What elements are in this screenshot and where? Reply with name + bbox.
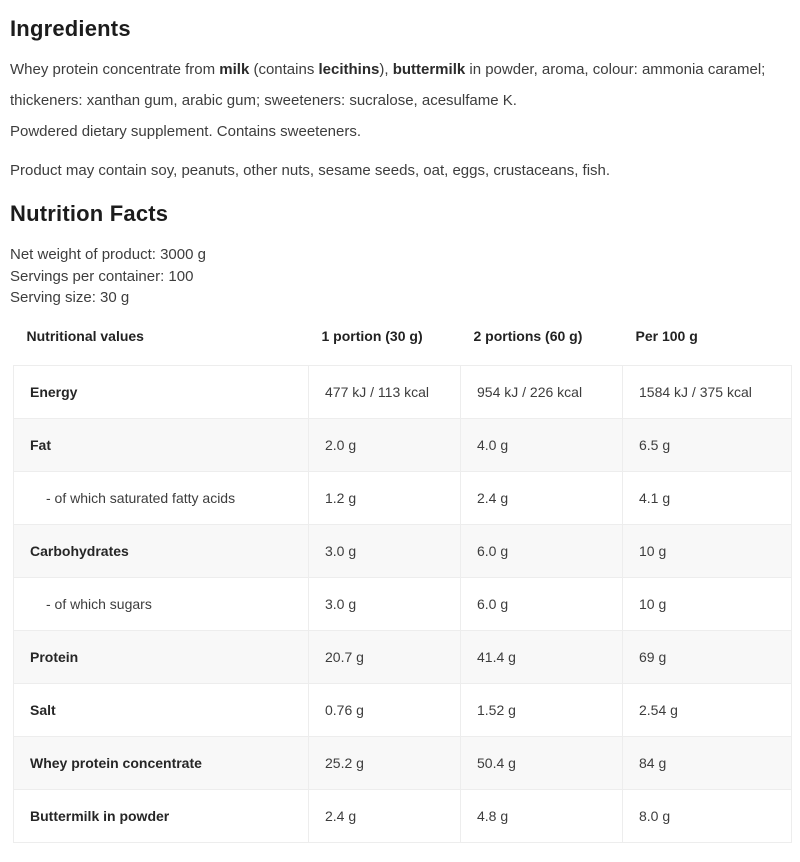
column-header-nutritional-values: Nutritional values: [26, 327, 144, 344]
ingredient-text: Whey protein concentrate from: [10, 61, 220, 78]
nutrient-label-cell: Energy: [14, 365, 309, 418]
ingredient-text: in powder, aroma, colour: ammonia caramel; thickeners: xanthan gum, arabic gum; sweeteners: sucralose, acesulfame K.: [10, 61, 766, 109]
nutrient-value-cell: 10 g: [623, 577, 792, 630]
page-root: [10, 14, 790, 843]
nutrient-value-cell: 8.0 g: [623, 789, 792, 842]
nutrient-value-cell: 69 g: [623, 630, 792, 683]
nutrient-label-cell: Protein: [14, 630, 309, 683]
table-row: [14, 683, 792, 736]
nutrient-value-cell: 3.0 g: [309, 577, 461, 630]
nutrient-value-cell: 2.4 g: [461, 471, 623, 524]
nutrient-value-cell: 2.4 g: [309, 789, 461, 842]
column-header-1-portion: 1 portion (30 g): [321, 327, 423, 344]
nutrient-value-cell: 6.0 g: [461, 524, 623, 577]
nutrient-value-cell: 41.4 g: [461, 630, 623, 683]
nutrition-table-body: [14, 365, 792, 842]
nutrient-value-cell: 6.5 g: [623, 418, 792, 471]
nutrition-section: [10, 199, 790, 843]
nutrient-value-cell: 1.2 g: [309, 471, 461, 524]
nutrient-label-cell: - of which saturated fatty acids: [14, 471, 309, 524]
nutrient-value-cell: 477 kJ / 113 kcal: [309, 365, 461, 418]
table-row: [14, 365, 792, 418]
net-weight-line: Net weight of product: 3000 g: [10, 246, 206, 263]
nutrient-value-cell: 4.0 g: [461, 418, 623, 471]
column-header-per-100g: Per 100 g: [635, 327, 698, 344]
nutrient-value-cell: 3.0 g: [309, 524, 461, 577]
nutrient-value-cell: 0.76 g: [309, 683, 461, 736]
ingredients-description: [10, 54, 788, 116]
table-row: [14, 471, 792, 524]
nutrient-value-cell: 1.52 g: [461, 683, 623, 736]
nutrient-value-cell: 4.1 g: [623, 471, 792, 524]
nutrient-value-cell: 4.8 g: [461, 789, 623, 842]
nutrient-value-cell: 1584 kJ / 375 kcal: [623, 365, 792, 418]
nutrient-label-cell: Fat: [14, 418, 309, 471]
nutrient-value-cell: 50.4 g: [461, 736, 623, 789]
supplement-note: Powdered dietary supplement. Contains sweeteners.: [10, 123, 362, 140]
nutrient-value-cell: 954 kJ / 226 kcal: [461, 365, 623, 418]
table-row: [14, 630, 792, 683]
nutrition-table-head: [14, 321, 792, 366]
servings-per-container-line: Servings per container: 100: [10, 267, 194, 285]
allergen-note: Product may contain soy, peanuts, other nuts, sesame seeds, oat, eggs, crustaceans, fish.: [10, 162, 611, 179]
nutrient-label-cell: Carbohydrates: [14, 524, 309, 577]
table-row: [14, 736, 792, 789]
ingredient-emphasis: lecithins: [318, 61, 380, 78]
ingredient-text: ),: [379, 61, 393, 78]
ingredient-emphasis: buttermilk: [392, 61, 466, 78]
nutrient-value-cell: 6.0 g: [461, 577, 623, 630]
nutrition-facts-heading: Nutrition Facts: [10, 201, 169, 226]
table-header-row: [14, 321, 792, 366]
serving-meta: [10, 244, 790, 309]
table-row: [14, 577, 792, 630]
nutrient-label-cell: Buttermilk in powder: [14, 789, 309, 842]
table-row: [14, 418, 792, 471]
nutrient-label-cell: Salt: [14, 683, 309, 736]
ingredient-text: (contains: [249, 61, 319, 78]
ingredients-section: [10, 14, 790, 181]
serving-size-line: Serving size: 30 g: [10, 289, 130, 306]
ingredients-heading: Ingredients: [10, 16, 131, 41]
table-row: [14, 789, 792, 842]
nutrient-value-cell: 2.0 g: [309, 418, 461, 471]
column-header-2-portions: 2 portions (60 g): [473, 327, 583, 344]
nutrient-value-cell: 25.2 g: [309, 736, 461, 789]
nutrition-table: [13, 321, 792, 843]
nutrient-value-cell: 84 g: [623, 736, 792, 789]
nutrient-value-cell: 20.7 g: [309, 630, 461, 683]
ingredient-emphasis: milk: [219, 61, 250, 78]
nutrient-label-cell: Whey protein concentrate: [14, 736, 309, 789]
nutrient-label-cell: - of which sugars: [14, 577, 309, 630]
nutrient-value-cell: 2.54 g: [623, 683, 792, 736]
table-row: [14, 524, 792, 577]
nutrient-value-cell: 10 g: [623, 524, 792, 577]
